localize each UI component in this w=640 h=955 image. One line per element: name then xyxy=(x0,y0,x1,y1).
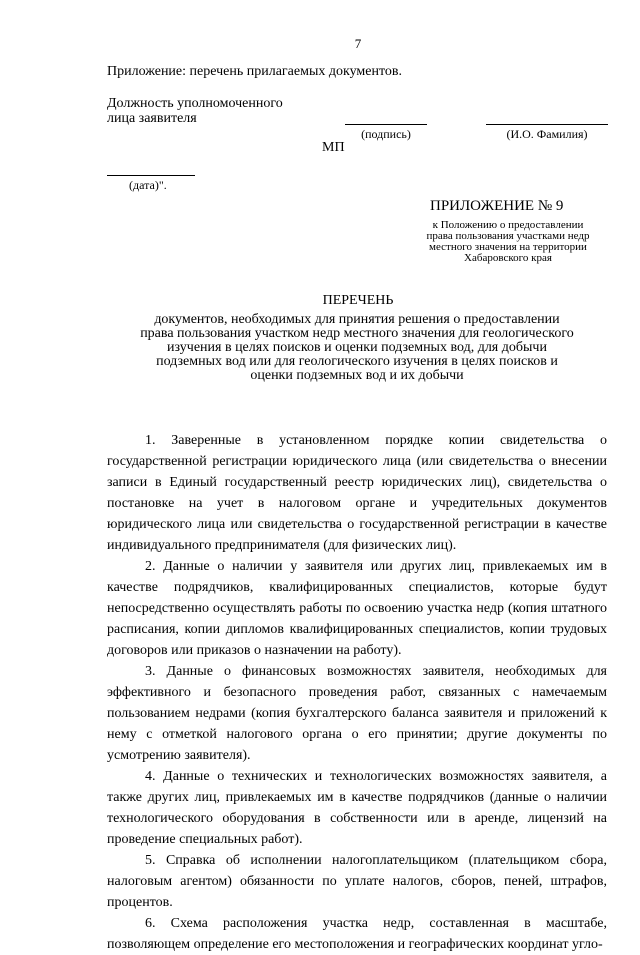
subtitle-line: подземных вод или для геологического изучения в целях поисков и xyxy=(156,354,558,369)
name-caption: (И.О. Фамилия) xyxy=(506,127,588,141)
subtitle-line: права пользования участком недр местного значения для геологического xyxy=(140,326,574,341)
document-subtitle xyxy=(107,313,607,383)
date-caption: (дата)". xyxy=(129,178,167,192)
document-list xyxy=(107,430,607,955)
subtitle-line: оценки подземных вод и их добычи xyxy=(250,368,464,383)
name-line xyxy=(486,124,608,125)
list-item: 1. Заверенные в установленном порядке копии свидетельства о государственной регистрации юридического лица (или свидетельства о внесении записи в Единый государственный реестр юридических лиц), свидетельства о постановке на учет в налоговом органе и учредительных документов юридического лица или свидетельства о государственной регистрации в качестве индивидуального предпринимателя (для физических лиц). xyxy=(107,433,607,553)
subtitle-line: изучения в целях поисков и оценки подземных вод, для добычи xyxy=(167,340,547,355)
appendix-subtitle xyxy=(408,220,608,264)
document-title: ПЕРЕЧЕНЬ xyxy=(322,293,394,308)
list-item: 4. Данные о технических и технологических возможностях заявителя, а также других лиц, привлекаемых им в качестве подрядчиков (данные о наличии технологического оборудования в собственности или в аренде, лицензий на проведение специальных работ). xyxy=(107,769,607,847)
position-label xyxy=(107,96,283,126)
list-item: 3. Данные о финансовых возможностях заявителя, необходимых для эффективного и безопасного проведения работ, связанных с намечаемым пользованием недрами (копия бухгалтерского баланса заявителя и приложений к нему с отметкой налогового органа о его принятии; другие документы по усмотрению заявителя). xyxy=(107,664,607,763)
signature-line xyxy=(345,124,427,125)
appendix-subtitle-line: к Положению о предоставлении xyxy=(432,219,584,231)
signature-caption: (подпись) xyxy=(361,127,411,141)
list-item: 6. Схема расположения участка недр, составленная в масштабе, позволяющем определение его местоположения и географических координат угло- xyxy=(107,916,607,952)
appendix-subtitle-line: Хабаровского края xyxy=(464,252,552,264)
appendix-title: ПРИЛОЖЕНИЕ № 9 xyxy=(430,198,564,214)
page-number: 7 xyxy=(354,36,362,51)
appendix-subtitle-line: местного значения на территории xyxy=(429,241,587,253)
appendix-subtitle-line: права пользования участками недр xyxy=(426,230,590,242)
date-line xyxy=(107,175,195,176)
attachment-line: Приложение: перечень прилагаемых документов. xyxy=(107,64,403,79)
position-line-1: Должность уполномоченного xyxy=(107,96,283,111)
subtitle-line: документов, необходимых для принятия решения о предоставлении xyxy=(154,312,560,327)
list-item: 5. Справка об исполнении налогоплательщиком (плательщиком сбора, налоговым агентом) обязанности по уплате налогов, сборов, пеней, штрафов, процентов. xyxy=(107,853,607,910)
list-item: 2. Данные о наличии у заявителя или других лиц, привлекаемых им в качестве подрядчиков, квалифицированных специалистов, которые будут непосредственно осуществлять работы по освоению участка недр (копия штатного расписания, копии дипломов квалифицированных специалистов, копии трудовых договоров или приказов о назначении на работу). xyxy=(107,559,607,658)
stamp-label: МП xyxy=(322,140,345,155)
position-line-2: лица заявителя xyxy=(107,111,197,126)
